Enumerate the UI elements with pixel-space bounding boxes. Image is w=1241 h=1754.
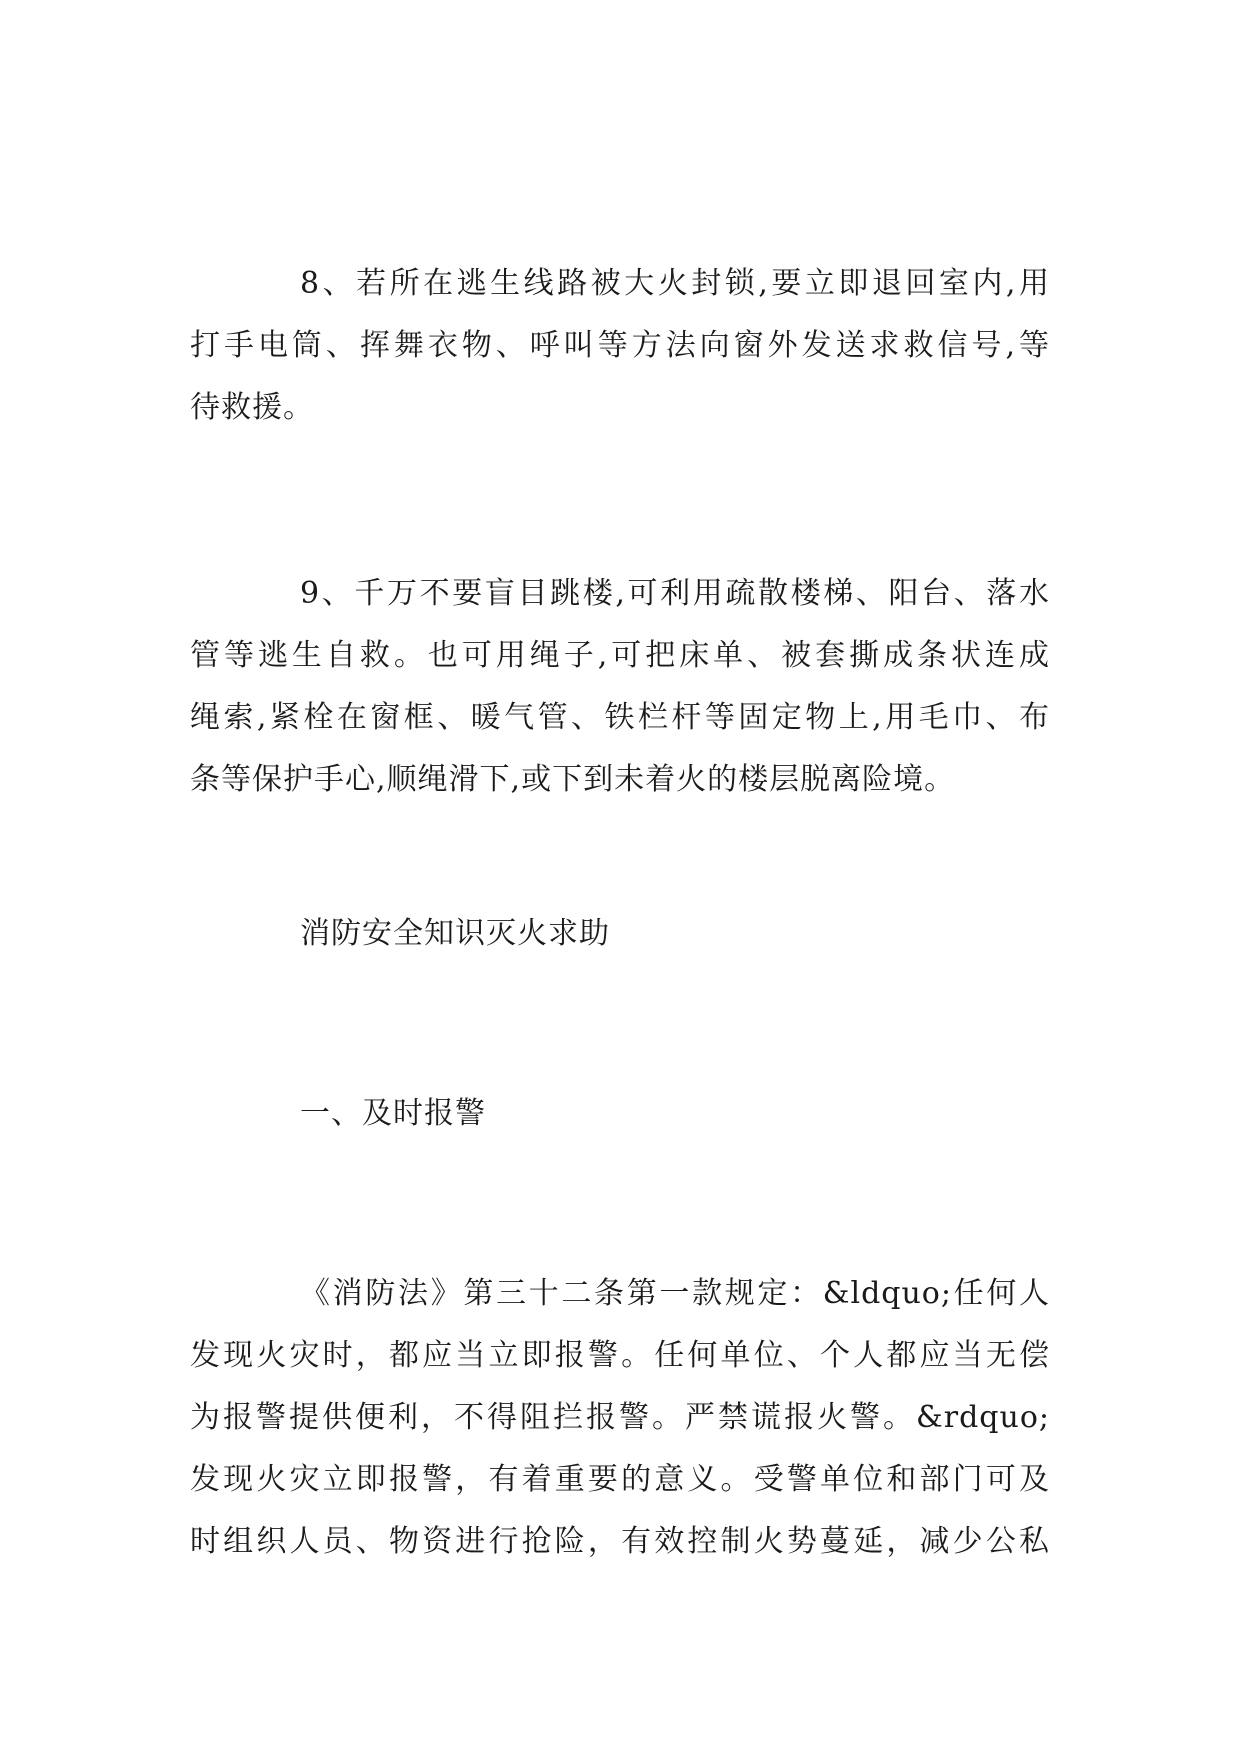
paragraph-item-9: [190, 563, 1050, 811]
paragraph-line: 《消防法》第三十二条第一款规定：&ldquo;任何人: [300, 1276, 1050, 1311]
paragraph-line: 管等逃生自救。也可用绳子,可把床单、被套撕成条状连成: [190, 638, 1050, 673]
paragraph-line: 9、千万不要盲目跳楼,可利用疏散楼梯、阳台、落水: [300, 576, 1050, 611]
paragraph-item-8: [190, 253, 1050, 439]
paragraph-line: 时组织人员、物资进行抢险，有效控制火势蔓延，减少公私: [190, 1524, 1050, 1559]
paragraph-line: 绳索,紧栓在窗框、暖气管、铁栏杆等固定物上,用毛巾、布: [190, 700, 1050, 735]
paragraph-line: 为报警提供便利，不得阻拦报警。严禁谎报火警。&rdquo;: [190, 1400, 1050, 1435]
paragraph-line: 发现火灾时，都应当立即报警。任何单位、个人都应当无偿: [190, 1338, 1050, 1373]
paragraph-line: 条等保护手心,顺绳滑下,或下到未着火的楼层脱离险境。: [190, 762, 956, 797]
paragraph-line: 8、若所在逃生线路被大火封锁,要立即退回室内,用: [300, 266, 1050, 301]
subsection-title: 一、及时报警: [300, 1096, 486, 1131]
paragraph-line: 打手电筒、挥舞衣物、呼叫等方法向窗外发送求救信号,等: [190, 328, 1050, 363]
paragraph-line: 待救援。: [190, 390, 314, 425]
section-title: 消防安全知识灭火求助: [300, 916, 610, 951]
paragraph-law: [190, 1263, 1050, 1573]
paragraph-line: 发现火灾立即报警，有着重要的意义。受警单位和部门可及: [190, 1462, 1050, 1497]
